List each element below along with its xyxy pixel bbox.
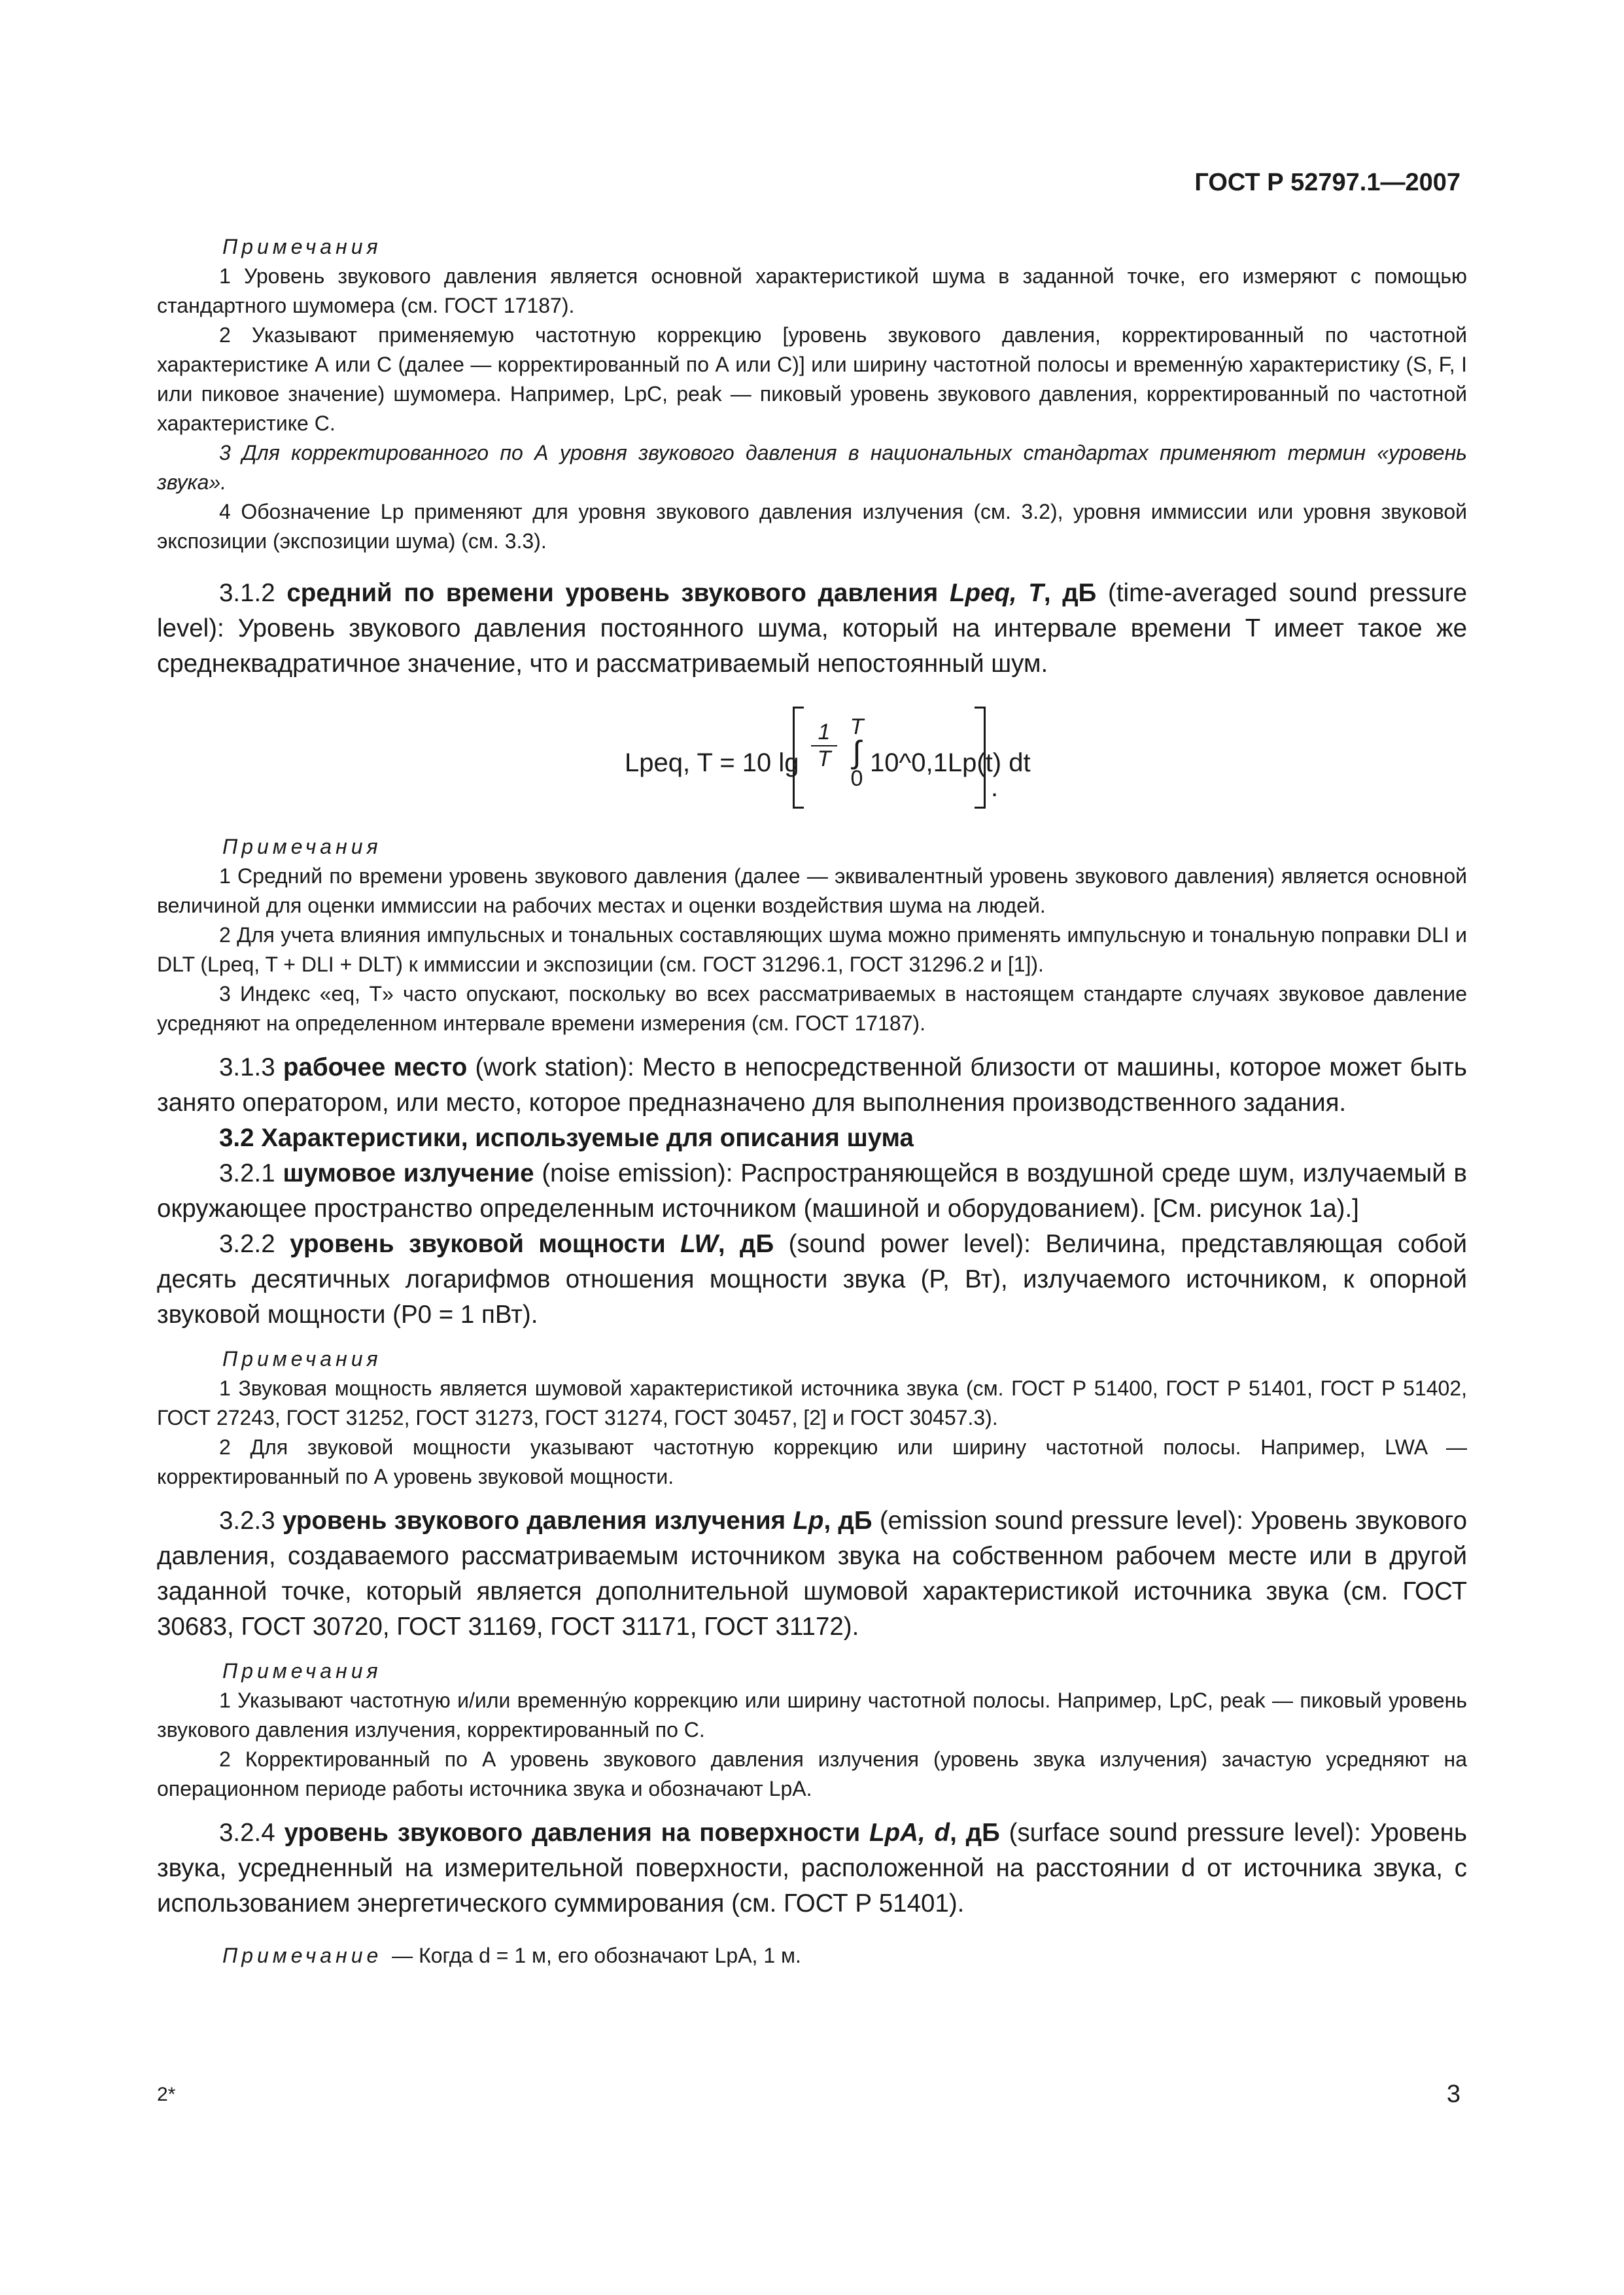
definition-text: (sound power level): Величина, представляющая собой десять десятичных логарифмов отношения мощности звука (P, Вт), излучаемого источником, к опорной звуковой мощности (P0 = 1 пВт). <box>157 1230 1467 1329</box>
section-number: 3.2.3 <box>219 1507 275 1535</box>
left-bracket <box>793 707 804 809</box>
definition-text: (time-averaged sound pressure level): Уровень звукового давления постоянного шума, который на интервале времени T имеет такое же среднеквадратичное значение, что и рассматриваемый непостоянный шум. <box>157 579 1467 678</box>
fraction-denominator: T <box>817 746 831 771</box>
formula-integrand: 10^0,1Lp(t) dt <box>870 748 1031 777</box>
footer-sheet-mark: 2* <box>157 2084 176 2105</box>
integral-sign <box>847 714 867 792</box>
formula-fraction <box>811 720 837 772</box>
fraction-numerator: 1 <box>811 720 837 746</box>
definition-text: (work station): Место в непосредственной близости от машины, которое может быть занято оператором, или место, которое предназначено для выполнения производственного задания. <box>157 1053 1467 1117</box>
section-3-2-4 <box>157 1815 1467 1921</box>
standard-header: ГОСТ Р 52797.1—2007 <box>1194 169 1460 196</box>
notes-block-2 <box>157 832 1467 1038</box>
term-unit: , дБ <box>823 1507 872 1535</box>
notes-title: Примечания <box>222 1659 382 1683</box>
note-text: — Когда d = 1 м, его обозначают LpA, 1 м. <box>392 1944 801 1967</box>
term: средний по времени уровень звукового давления <box>286 579 939 607</box>
section-number: 3.2.2 <box>219 1230 275 1258</box>
note-item: 2 Для звуковой мощности указывают частотную коррекцию или ширину частотной полосы. Например, LWA — корректированный по А уровень звуковой мощности. <box>157 1435 1467 1488</box>
term-unit: , дБ <box>717 1230 774 1258</box>
notes-title: Примечания <box>222 835 382 858</box>
note-item: 1 Звуковая мощность является шумовой характеристикой источника звука (см. ГОСТ Р 51400, ГОСТ Р 51401, ГОСТ Р 51402, ГОСТ 27243, ГОСТ 31252, ГОСТ 31273, ГОСТ 31274, ГОСТ 30457, [2] и ГОСТ 30457.3). <box>157 1376 1467 1429</box>
formula-end: . <box>991 773 999 802</box>
definition-text: (noise emission): Распространяющейся в воздушной среде шум, излучаемый в окружающее пространство определенным источником (машиной и оборудованием). [См. рисунок 1а).] <box>157 1159 1468 1223</box>
term-symbol: Lp <box>793 1507 824 1535</box>
note-item: 3 Для корректированного по А уровня звукового давления в национальных стандартах применяют термин «уровень звука». <box>157 441 1467 494</box>
note-single <box>157 1941 1467 1971</box>
notes-title: Примечания <box>222 235 382 258</box>
definition-text: (emission sound pressure level): Уровень звукового давления, создаваемого рассматриваемым источником звука на собственном рабочем месте или в другой заданной точке, который является дополнительной шумовой характеристикой источника звука (см. ГОСТ 30683, ГОСТ 30720, ГОСТ 31169, ГОСТ 31171, ГОСТ 31172). <box>157 1507 1467 1641</box>
term-symbol: Lpeq, T <box>949 579 1044 607</box>
section-number: 3.2.4 <box>219 1819 275 1847</box>
section-3-2-3 <box>157 1503 1467 1645</box>
integral-upper-limit: T <box>850 714 864 739</box>
note-item: 1 Уровень звукового давления является основной характеристикой шума в заданной точке, его измеряют с помощью стандартного шумомера (см. ГОСТ 17187). <box>157 264 1467 317</box>
term: уровень звуковой мощности <box>290 1230 666 1258</box>
section-heading: 3.2 Характеристики, используемые для описания шума <box>219 1124 914 1152</box>
section-number: 3.1.2 <box>219 579 275 607</box>
term-unit: , дБ <box>950 1819 1000 1847</box>
integral-lower-limit: 0 <box>850 766 863 791</box>
notes-block-4 <box>157 1656 1467 1804</box>
term: уровень звукового давления на поверхности <box>284 1819 861 1847</box>
note-label: Примечание <box>222 1944 383 1967</box>
notes-title: Примечания <box>222 1347 382 1371</box>
note-item: 4 Обозначение Lp применяют для уровня звукового давления излучения (см. 3.2), уровня иммиссии или уровня звуковой экспозиции (экспозиции шума) (см. 3.3). <box>157 500 1467 553</box>
formula-leq <box>157 695 1467 826</box>
term: рабочее место <box>283 1053 468 1081</box>
note-item: 2 Для учета влияния импульсных и тональных составляющих шума можно применять импульсную и тональную поправки DLI и DLT (Lpeq, T + DLI + DLT) к иммиссии и экспозиции (см. ГОСТ 31296.1, ГОСТ 31296.2 и [1]). <box>157 923 1467 976</box>
section-3-1-3 <box>157 1050 1467 1333</box>
definition-text: (surface sound pressure level): Уровень звука, усредненный на измерительной поверхности, расположенной на расстоянии d от источника звука, с использованием энергетического суммирования (см. ГОСТ Р 51401). <box>157 1819 1467 1918</box>
notes-block-3 <box>157 1344 1467 1492</box>
page-content <box>157 232 1467 1971</box>
section-number: 3.1.3 <box>219 1053 275 1081</box>
page-number: 3 <box>1446 2080 1460 2108</box>
note-item: 1 Указывают частотную и/или временну́ю коррекцию или ширину частотной полосы. Например, LpC, peak — пиковый уровень звукового давления излучения, корректированный по С. <box>157 1689 1467 1742</box>
term-symbol: LpA, d <box>869 1819 950 1847</box>
notes-block-1 <box>157 232 1467 556</box>
section-3-1-2 <box>157 576 1467 682</box>
note-item: 2 Корректированный по А уровень звукового давления излучения (уровень звука излучения) зачастую усредняют на операционном периоде работы источника звука и обозначают LpA. <box>157 1747 1467 1800</box>
term: шумовое излучение <box>283 1159 534 1187</box>
section-number: 3.2.1 <box>219 1159 275 1187</box>
note-item: 2 Указывают применяемую частотную коррекцию [уровень звукового давления, корректированный по частотной характеристике А или С (далее — корректированный по А или С)] или ширину частотной полосы и временну́ю характеристику (S, F, I или пиковое значение) шумомера. Например, LpC, peak — пиковый уровень звукового давления, корректированный по частотной характеристике С. <box>157 323 1467 435</box>
term-symbol: LW <box>680 1230 718 1258</box>
note-item: 1 Средний по времени уровень звукового давления (далее — эквивалентный уровень звукового давления) является основной величиной для оценки иммиссии на рабочих местах и оценки воздействия шума на людей. <box>157 864 1467 917</box>
term-unit: , дБ <box>1043 579 1097 607</box>
right-bracket <box>975 707 986 809</box>
integral-symbol: ∫ <box>852 735 861 770</box>
note-item: 3 Индекс «eq, T» часто опускают, поскольку во всех рассматриваемых в настоящем стандарте случаях звуковое давление усредняют на определенном интервале времени измерения (см. ГОСТ 17187). <box>157 982 1467 1035</box>
term: уровень звукового давления излучения <box>282 1507 786 1535</box>
formula-lhs: Lpeq, T = 10 lg <box>625 748 799 777</box>
